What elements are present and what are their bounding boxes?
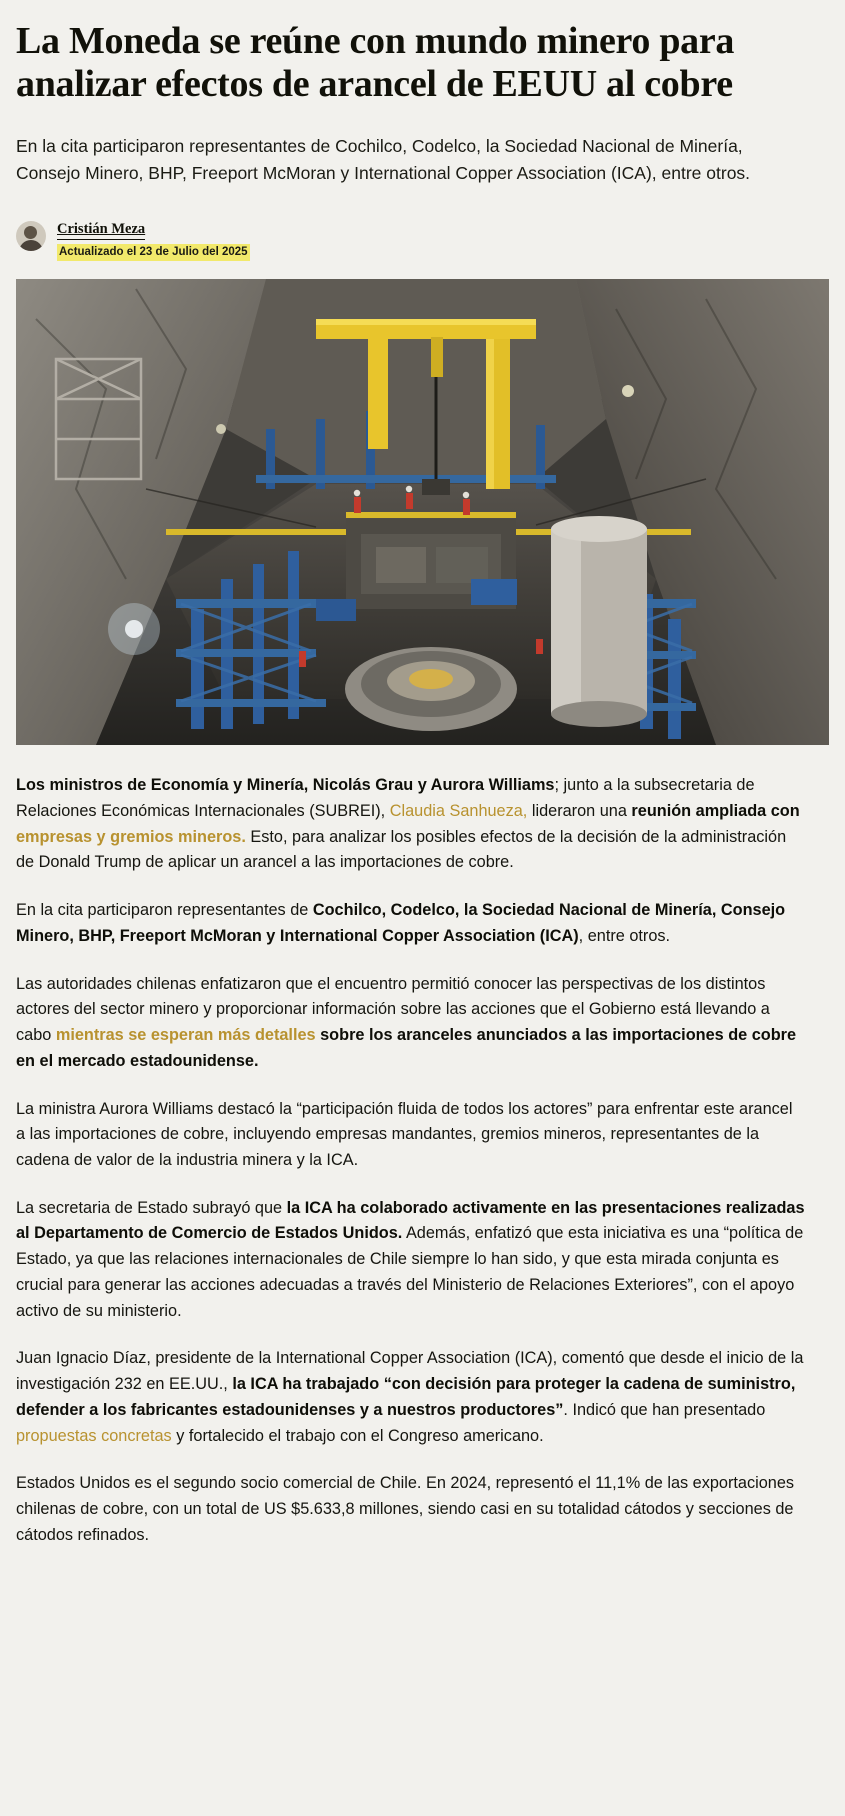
byline (16, 219, 829, 261)
author-link[interactable]: Cristián Meza (57, 221, 145, 240)
article-standfirst: En la cita participaron representantes de Cochilco, Codelco, la Sociedad Nacional de Minería, Consejo Minero, BHP, Freeport McMoran y International Copper Association (ICA), entre otros. (16, 135, 751, 183)
page-title: La Moneda se reúne con mundo minero para analizar efectos de arancel de EEUU al cobre (16, 20, 735, 106)
article-paragraph (16, 1471, 806, 1548)
text-run: la ICA ha trabajado “con decisión para proteger la cadena de suministro, defender a los fabricantes estadounidenses y a nuestros productores” (16, 1375, 796, 1419)
text-run: La secretaria de Estado subrayó que (16, 1198, 287, 1217)
text-run: La ministra Aurora Williams destacó la “participación fluida de todos los actores” para enfrentar este arancel a las importaciones de cobre, incluyendo empresas mandantes, gremios mineros, representantes de la cadena de valor de la industria minera y la ICA. (16, 1099, 793, 1170)
text-run: Las autoridades chilenas enfatizaron que el encuentro permitió conocer las perspectivas de los distintos actores del sector minero y proporcionar información sobre las acciones que el Gobierno está llevando a cabo (16, 974, 770, 1045)
text-run: Estados Unidos es el segundo socio comercial de Chile. En 2024, representó el 11,1% de las exportaciones chilenas de cobre, con un total de US $5.633,8 millones, siendo casi en su totalidad cátodos y secciones de cátodos refinados. (16, 1474, 795, 1544)
article-paragraph (16, 1346, 806, 1449)
article-paragraph (16, 972, 806, 1075)
text-run: Esto, para analizar los posibles efectos de la decisión de la administración de Donald Trump de aplicar un arancel a las importaciones de cobre. (16, 827, 787, 872)
text-run: En la cita participaron representantes de (16, 901, 313, 920)
text-run-highlight: Claudia Sanhueza, (389, 801, 528, 820)
article-paragraph (16, 898, 806, 949)
text-run: reunión ampliada con (631, 801, 800, 820)
text-run: ; junto a la subsecretaria de Relaciones Económicas Internacionales (SUBREI), (16, 776, 755, 820)
text-run: sobre los aranceles anunciados a las importaciones de cobre en el mercado estadounidense. (16, 1026, 797, 1070)
article-page (0, 20, 845, 1579)
byline-text (57, 219, 250, 261)
hero-image (16, 279, 829, 745)
text-run-highlight: propuestas concretas (16, 1426, 172, 1445)
text-run: Los ministros de Economía y Minería, Nicolás Grau y Aurora Williams (16, 776, 555, 795)
text-run: Cochilco, Codelco, la Sociedad Nacional de Minería, Consejo Minero, BHP, Freeport McMoran y International Copper Association (ICA) (16, 901, 786, 945)
article-paragraph (16, 1097, 806, 1174)
text-run: lideraron una (527, 801, 632, 820)
updated-timestamp: Actualizado el 23 de Julio del 2025 (57, 244, 250, 261)
article-paragraph (16, 1196, 806, 1325)
article-body (16, 773, 806, 1548)
text-run: y fortalecido el trabajo con el Congreso americano. (171, 1426, 544, 1445)
text-run: , entre otros. (578, 926, 671, 945)
text-run: Juan Ignacio Díaz, presidente de la International Copper Association (ICA), comentó que desde el inicio de la investigación 232 en EE.UU., (16, 1349, 804, 1394)
article-paragraph (16, 773, 806, 876)
text-run: . Indicó que han presentado (563, 1400, 766, 1419)
text-run: Además, enfatizó que esta iniciativa es una “política de Estado, ya que las relaciones internacionales de Chile siempre lo han sido, y que esta mirada conjunta es crucial para generar las acciones adecuadas a través del Ministerio de Relaciones Exteriores”, con el apoyo activo de su ministerio. (16, 1224, 804, 1320)
avatar (16, 221, 46, 251)
avatar-head (24, 226, 37, 239)
text-run-highlight: empresas y gremios mineros. (16, 827, 246, 846)
avatar-body (19, 240, 43, 251)
text-run: la ICA ha colaborado activamente en las presentaciones realizadas al Departamento de Comercio de Estados Unidos. (16, 1198, 805, 1243)
text-run-highlight: mientras se esperan más detalles (55, 1026, 316, 1045)
